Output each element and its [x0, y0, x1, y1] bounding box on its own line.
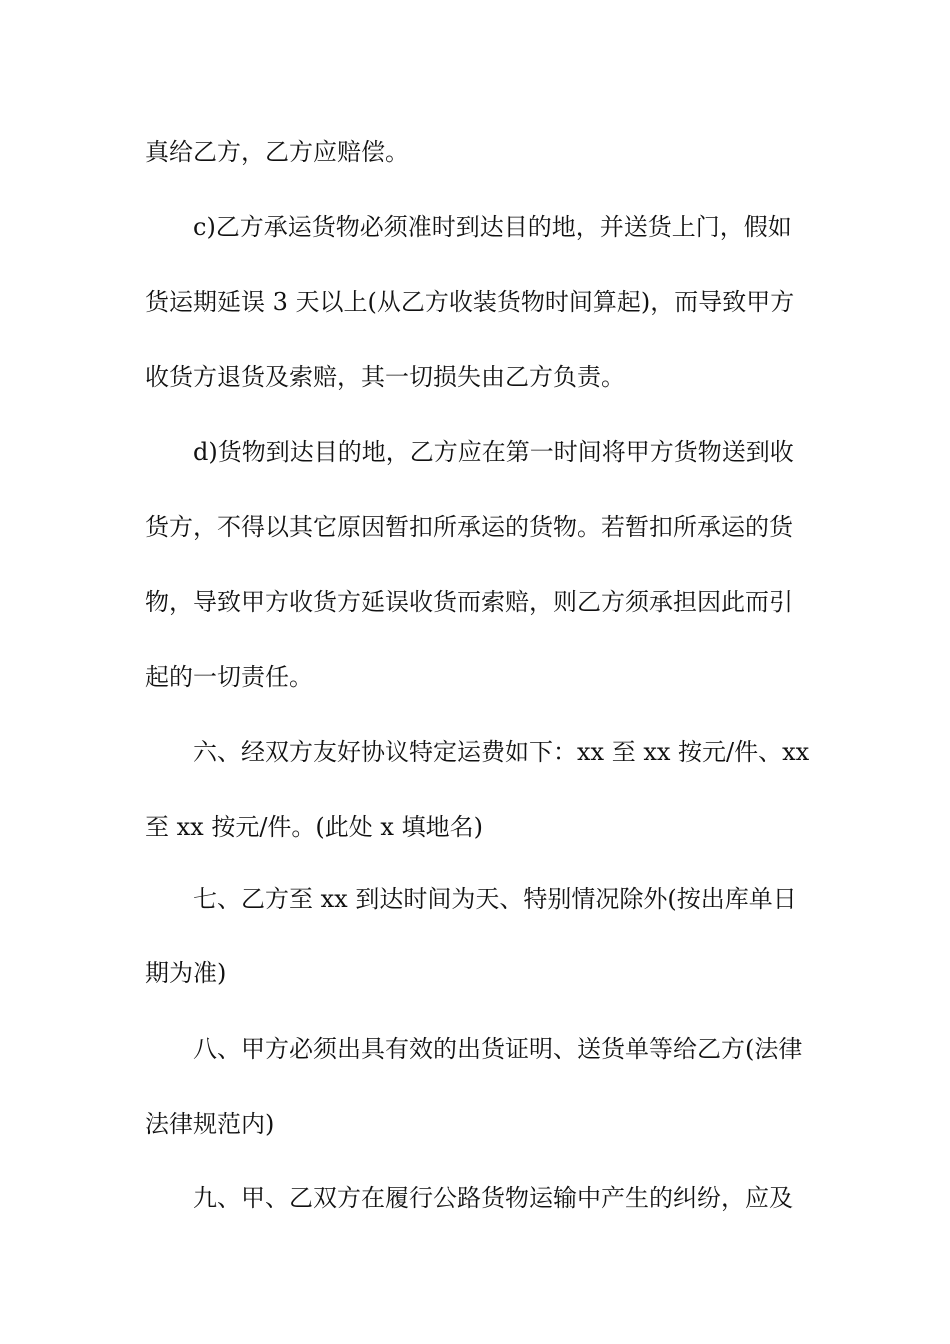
- text-line: 至 xx 按元/件。(此处 x 填地名): [145, 813, 483, 841]
- section-seven-line: 七、乙方至 xx 到达时间为天、特别情况除外(按出库单日: [193, 885, 797, 913]
- text-line: 收货方退货及索赔，其一切损失由乙方负责。: [145, 363, 625, 391]
- text-line: 起的一切责任。: [145, 663, 313, 691]
- text-line: 货运期延误 3 天以上(从乙方收装货物时间算起)，而导致甲方: [145, 288, 795, 316]
- clause-d-line: d)货物到达目的地，乙方应在第一时间将甲方货物送到收: [193, 438, 794, 466]
- text-line: 期为准): [145, 959, 227, 987]
- clause-c-line: c)乙方承运货物必须准时到达目的地，并送货上门，假如: [193, 213, 792, 241]
- section-eight-line: 八、甲方必须出具有效的出货证明、送货单等给乙方(法律: [193, 1035, 803, 1063]
- section-nine-line: 九、甲、乙双方在履行公路货物运输中产生的纠纷，应及: [193, 1184, 793, 1212]
- text-line: 货方，不得以其它原因暂扣所承运的货物。若暂扣所承运的货: [145, 513, 793, 541]
- section-six-line: 六、经双方友好协议特定运费如下：xx 至 xx 按元/件、xx: [193, 738, 810, 766]
- text-line: 真给乙方，乙方应赔偿。: [145, 138, 409, 166]
- text-line: 法律规范内): [145, 1110, 275, 1138]
- text-line: 物，导致甲方收货方延误收货而索赔，则乙方须承担因此而引: [145, 588, 793, 616]
